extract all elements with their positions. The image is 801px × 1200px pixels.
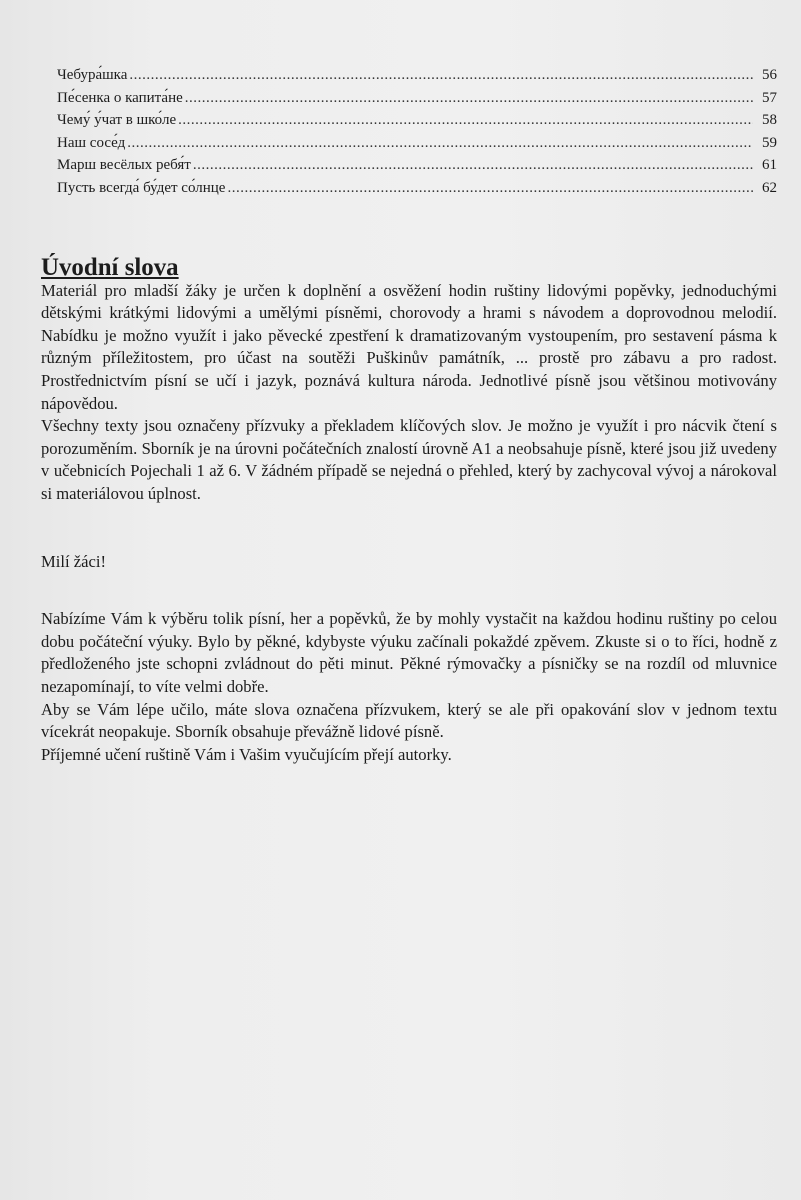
toc-leader-dots bbox=[178, 109, 753, 132]
toc-entry bbox=[57, 109, 777, 132]
toc-leader-dots bbox=[185, 87, 753, 110]
toc-entry-page: 59 bbox=[762, 134, 777, 151]
toc-entry-title: Марш весёлых ребя́т bbox=[57, 157, 191, 173]
table-of-contents bbox=[57, 64, 777, 199]
intro-paragraph: Materiál pro mladší žáky je určen k doplnění a osvěžení hodin ruštiny lidovými popěvky, jednoduchými dětskými krátkými lidovými a umělými písněmi, chorovody a hrami s návodem a doprovodnou melodií. Nabídku je možno využít i jako pěvecké zpestření k dramatizovaným vystoupením, pro sestavení pásma k různým příležitostem, pro účast na soutěži Puškinův památník, ... prostě pro zábavu a pro radost. Prostřednictvím písní se učí i jazyk, poznává kultura národa. Jednotlivé písně jsou většinou motivovány nápovědou. bbox=[41, 280, 777, 413]
letter-paragraph: Nabízíme Vám k výběru tolik písní, her a popěvků, že by mohly vystačit na každou hodinu ruštiny po celou dobu počáteční výuky. Bylo by pěkné, kdybyste výuku začínali pokaždé zpěvem. Zkuste si o to říci, hodně z předloženého jste schopni zvládnout do pěti minut. Pěkné rýmovačky a písničky se na rozdíl od mluvnice nezapomínají, to víte velmi dobře. bbox=[41, 609, 777, 696]
toc-entry bbox=[57, 64, 777, 87]
toc-leader-dots bbox=[129, 64, 753, 87]
toc-entry bbox=[57, 132, 777, 155]
toc-leader-dots bbox=[227, 177, 753, 200]
toc-entry bbox=[57, 177, 777, 200]
toc-entry-title: Пе́сенка о капита́не bbox=[57, 89, 183, 106]
toc-entry bbox=[57, 154, 777, 177]
toc-leader-dots bbox=[193, 154, 753, 177]
toc-entry-title: Чему́ у́чат в шко́ле bbox=[57, 112, 177, 128]
toc-entry-title: Наш сосе́д bbox=[57, 134, 126, 151]
intro-paragraph: Všechny texty jsou označeny přízvuky a překladem klíčových slov. Je možno je využít i pro nácvik čtení s porozuměním. Sborník je na úrovni počátečních znalostí úrovně A1 a neobsahuje písně, které jsou již uvedeny v učebnicích Pojechali 1 až 6. V žádném případě se nejedná o přehled, který by zachycoval vývoj a nárokoval si materiálovou úplnost. bbox=[41, 416, 777, 503]
toc-entry bbox=[57, 87, 777, 110]
toc-entry-page: 58 bbox=[762, 112, 777, 128]
toc-entry-page: 57 bbox=[762, 89, 777, 106]
spacer bbox=[41, 573, 777, 608]
greeting: Milí žáci! bbox=[41, 551, 106, 571]
toc-entry-title: Пусть всегда́ бу́дет со́лнце bbox=[57, 179, 226, 196]
toc-entry-page: 61 bbox=[762, 157, 777, 173]
section-heading: Úvodní slova bbox=[41, 254, 179, 281]
toc-entry-page: 56 bbox=[762, 67, 777, 83]
letter-paragraph: Aby se Vám lépe učilo, máte slova označena přízvukem, který se ale při opakování slov v jednom textu vícekrát neopakuje. Sborník obsahuje převážně lidové písně. bbox=[41, 699, 777, 742]
toc-leader-dots bbox=[127, 132, 753, 155]
body-text bbox=[41, 254, 777, 766]
letter-paragraph: Příjemné učení ruštině Vám i Vašim vyučujícím přejí autorky. bbox=[41, 744, 452, 764]
toc-entry-page: 62 bbox=[762, 179, 777, 196]
spacer bbox=[41, 506, 777, 551]
toc-entry-title: Чебура́шка bbox=[57, 67, 128, 83]
